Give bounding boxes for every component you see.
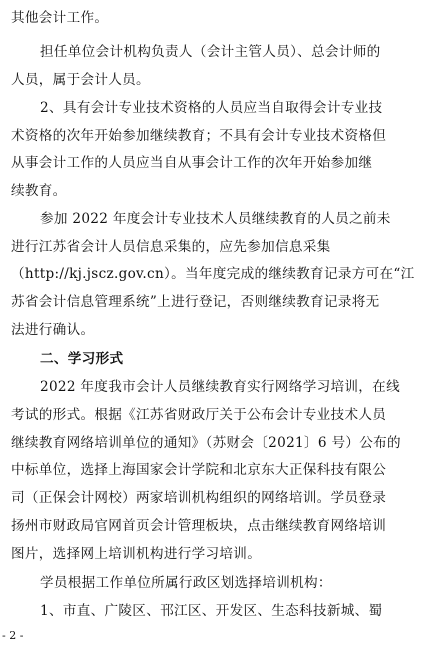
paragraph-line: 人员，属于会计人员。 (11, 72, 150, 88)
paragraph-line: （http://kj.jscz.gov.cn）。当年度完成的继续教育记录方可在“江 (11, 266, 415, 282)
paragraph-line: 法进行确认。 (11, 322, 95, 338)
paragraph-line: 续教育。 (11, 183, 67, 199)
paragraph-line: 进行江苏省会计人员信息采集的，应先参加信息采集 (11, 239, 331, 255)
paragraph-line: 参加 2022 年度会计专业技术人员继续教育的人员之前未 (40, 211, 391, 227)
paragraph-line: 学员根据工作单位所属行政区划选择培训机构： (40, 575, 332, 591)
paragraph-line: 考试的形式。根据《江苏省财政厅关于公布会计专业技术人员 (11, 407, 387, 423)
paragraph-line: 术资格的次年开始参加继续教育；不具有会计专业技术资格但 (11, 128, 387, 144)
paragraph-line: 图片，选择网上培训机构进行学习培训。 (11, 546, 262, 562)
paragraph-line: 2、具有会计专业技术资格的人员应当自取得会计专业技 (40, 100, 383, 116)
paragraph-line: 2022 年度我市会计人员继续教育实行网络学习培训，在线 (40, 379, 400, 395)
section-heading: 二、学习形式 (40, 351, 124, 367)
paragraph-line: 继续教育网络培训单位的通知》（苏财会〔2021〕6 号）公布的 (11, 435, 401, 451)
paragraph-line: 1、市直、广陵区、邗江区、开发区、生态科技新城、蜀 (40, 603, 383, 619)
paragraph-line: 中标单位，选择上海国家会计学院和北京东大正保科技有限公 (11, 462, 387, 478)
paragraph-line: 其他会计工作。 (11, 10, 109, 26)
paragraph-line: 扬州市财政局官网首页会计管理板块，点击继续教育网络培训 (11, 518, 387, 534)
paragraph-line: 从事会计工作的人员应当自从事会计工作的次年开始参加继 (11, 155, 373, 171)
paragraph-line: 担任单位会计机构负责人（会计主管人员）、总会计师的 (40, 44, 381, 60)
page-number: - 2 - (2, 629, 24, 642)
paragraph-line: 司（正保会计网校）两家培训机构组织的网络培训。学员登录 (11, 490, 387, 506)
paragraph-line: 苏省会计信息管理系统”上进行登记，否则继续教育记录将无 (11, 294, 380, 310)
